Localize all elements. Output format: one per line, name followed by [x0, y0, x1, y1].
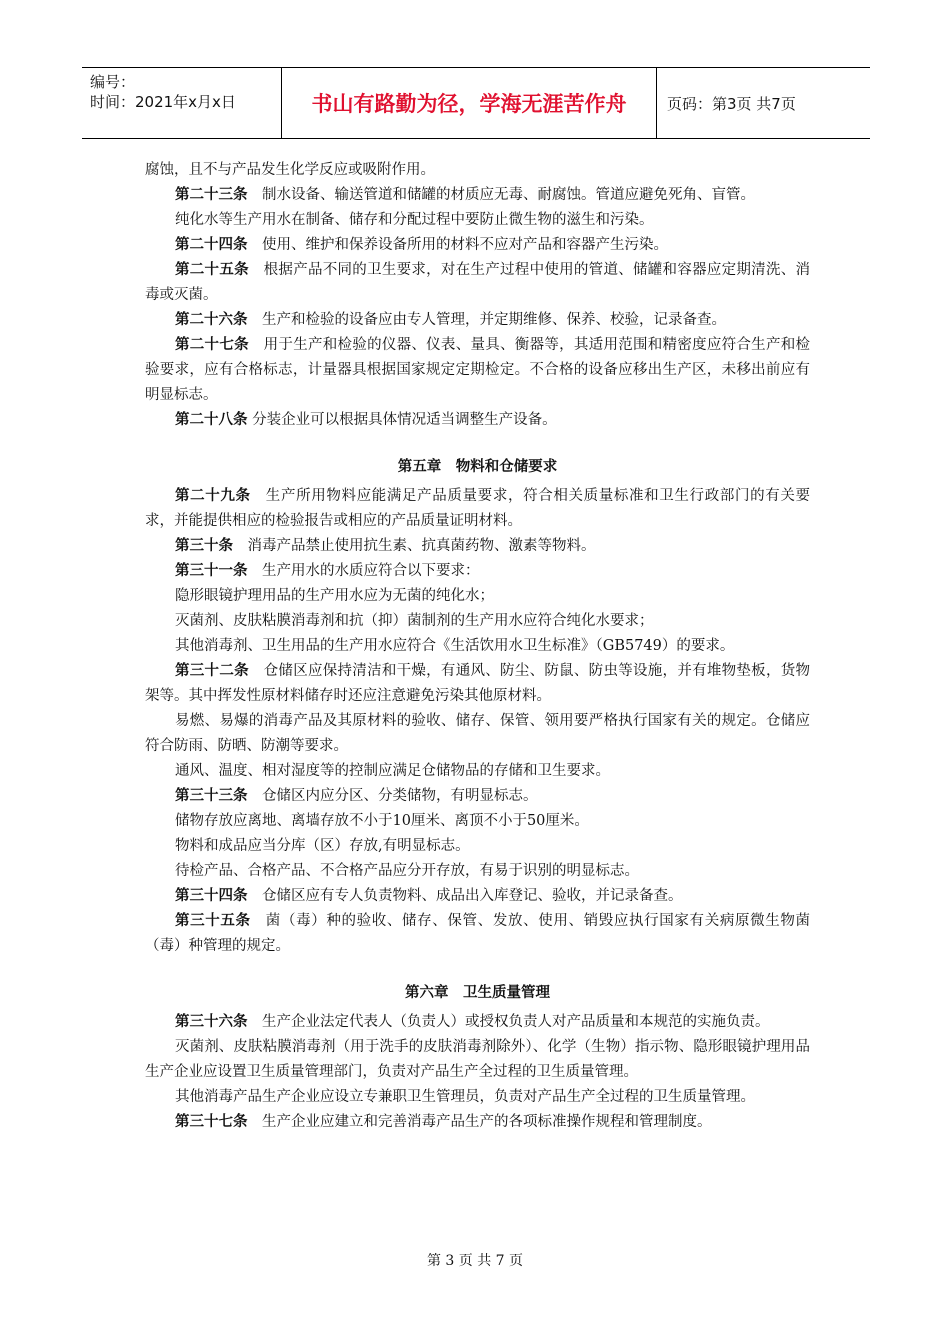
paragraph: 物料和成品应当分库（区）存放,有明显标志。 [175, 838, 470, 854]
article-title: 第二十三条 [175, 187, 248, 203]
paragraph: 其他消毒剂、卫生用品的生产用水应符合《生活饮用水卫生标准》（GB5749）的要求。 [175, 638, 735, 654]
article-title: 第二十八条 [175, 412, 248, 428]
paragraph: 腐蚀，且不与产品发生化学反应或吸附作用。 [145, 162, 435, 178]
article-37 [145, 1110, 810, 1135]
document-body [145, 158, 810, 1135]
article-title: 第三十六条 [175, 1014, 248, 1030]
article-35 [145, 909, 810, 959]
paragraph: 其他消毒产品生产企业应设立专兼职卫生管理员，负责对产品生产全过程的卫生质量管理。 [175, 1089, 755, 1105]
article-text: 分装企业可以根据具体情况适当调整生产设备。 [247, 412, 557, 428]
article-text: 仓储区应保持清洁和干燥，有通风、防尘、防鼠、防虫等设施，并有堆物垫板，货物架等。其中挥发性原材料储存时还应注意避免污染其他原材料。 [145, 663, 811, 704]
header-motto: 书山有路勤为径，学海无涯苦作舟 [282, 68, 657, 138]
article-text: 生产所用物料应能满足产品质量要求，符合相关质量标准和卫生行政部门的有关要求，并能提供相应的检验报告或相应的产品质量证明材料。 [145, 488, 810, 529]
chapter-heading: 第五章 物料和仓储要求 [397, 459, 558, 475]
article-text: 消毒产品禁止使用抗生素、抗真菌药物、激素等物料。 [233, 538, 596, 554]
header-page-number: 页码：第3页 共7页 [667, 94, 796, 113]
article-title: 第三十三条 [175, 788, 248, 804]
article-26 [145, 308, 810, 333]
article-title: 第二十四条 [175, 237, 248, 253]
paragraph: 通风、温度、相对湿度等的控制应满足仓储物品的存储和卫生要求。 [175, 763, 610, 779]
article-title: 第三十二条 [175, 663, 249, 679]
article-title: 第二十六条 [175, 312, 248, 328]
page-header [82, 67, 870, 139]
article-title: 第二十九条 [175, 488, 251, 504]
article-28 [145, 408, 810, 433]
article-36 [145, 1010, 810, 1035]
paragraph: 灭菌剂、皮肤粘膜消毒剂和抗（抑）菌制剂的生产用水应符合纯化水要求； [175, 613, 654, 629]
page-footer: 第 3 页 共 7 页 [426, 1253, 524, 1269]
header-meta [82, 68, 282, 138]
article-title: 第三十五条 [175, 913, 251, 929]
paragraph: 储物存放应离地、离墙存放不小于10厘米、离顶不小于50厘米。 [175, 813, 589, 829]
article-title: 第三十条 [175, 538, 233, 554]
article-33 [145, 784, 810, 809]
paragraph: 隐形眼镜护理用品的生产用水应为无菌的纯化水； [175, 588, 494, 604]
article-title: 第三十七条 [175, 1114, 248, 1130]
article-text: 生产企业应建立和完善消毒产品生产的各项标准操作规程和管理制度。 [247, 1114, 712, 1130]
article-32 [145, 659, 810, 709]
article-34 [145, 884, 810, 909]
article-30 [145, 534, 810, 559]
article-24 [145, 233, 810, 258]
article-text: 生产用水的水质应符合以下要求： [247, 563, 480, 579]
document-number-label: 编号： [90, 73, 136, 91]
article-text: 仓储区应有专人负责物料、成品出入库登记、验收，并记录备查。 [247, 888, 683, 904]
article-text: 生产和检验的设备应由专人管理，并定期维修、保养、校验，记录备查。 [247, 312, 726, 328]
article-27 [145, 333, 810, 408]
paragraph: 待检产品、合格产品、不合格产品应分开存放，有易于识别的明显标志。 [175, 863, 639, 879]
chapter-heading: 第六章 卫生质量管理 [405, 985, 550, 1001]
document-date-label: 时间：2021年x月x日 [90, 93, 236, 111]
article-text: 仓储区内应分区、分类储物，有明显标志。 [247, 788, 538, 804]
article-25 [145, 258, 810, 308]
article-text: 制水设备、输送管道和储罐的材质应无毒、耐腐蚀。管道应避免死角、盲管。 [247, 187, 755, 203]
article-text: 生产企业法定代表人（负责人）或授权负责人对产品质量和本规范的实施负责。 [247, 1014, 770, 1030]
article-title: 第三十一条 [175, 563, 248, 579]
paragraph: 纯化水等生产用水在制备、储存和分配过程中要防止微生物的滋生和污染。 [175, 212, 654, 228]
article-title: 第二十七条 [175, 337, 249, 353]
article-text: 使用、维护和保养设备所用的材料不应对产品和容器产生污染。 [247, 237, 668, 253]
article-23 [145, 183, 810, 208]
paragraph: 灭菌剂、皮肤粘膜消毒剂（用于洗手的皮肤消毒剂除外）、化学（生物）指示物、隐形眼镜护理用品生产企业应设置卫生质量管理部门，负责对产品生产全过程的卫生质量管理。 [145, 1039, 810, 1080]
article-31 [145, 559, 810, 584]
article-text: 用于生产和检验的仪器、仪表、量具、衡器等，其适用范围和精密度应符合生产和检验要求，应有合格标志，计量器具根据国家规定定期检定。不合格的设备应移出生产区，未移出前应有明显标志。 [145, 337, 811, 403]
article-29 [145, 484, 810, 534]
article-text: 根据产品不同的卫生要求，对在生产过程中使用的管道、储罐和容器应定期清洗、消毒或灭菌。 [145, 262, 811, 303]
article-title: 第二十五条 [175, 262, 249, 278]
article-text: 菌（毒）种的验收、储存、保管、发放、使用、销毁应执行国家有关病原微生物菌（毒）种管理的规定。 [145, 913, 810, 954]
article-title: 第三十四条 [175, 888, 248, 904]
paragraph: 易燃、易爆的消毒产品及其原材料的验收、储存、保管、领用要严格执行国家有关的规定。仓储应符合防雨、防晒、防潮等要求。 [145, 713, 810, 754]
